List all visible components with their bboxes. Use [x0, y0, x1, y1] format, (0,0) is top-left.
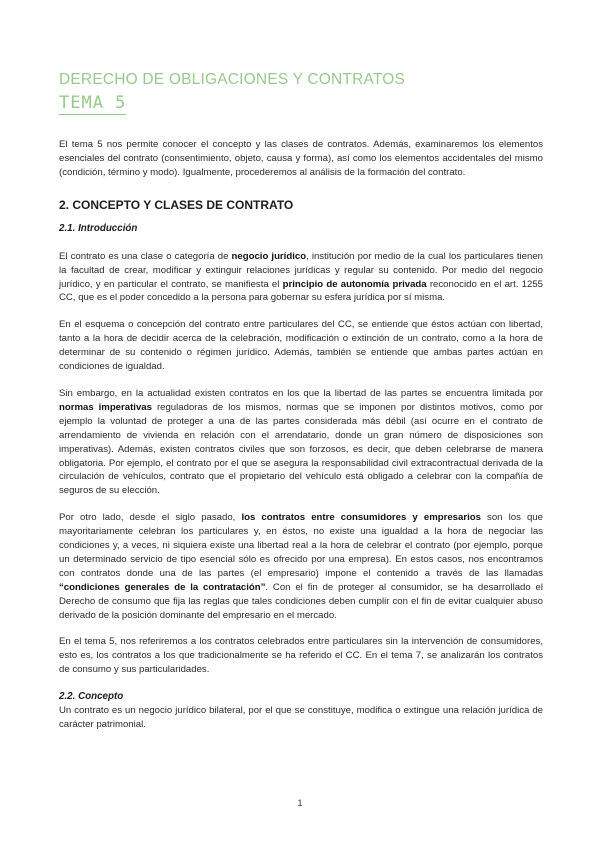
intro-paragraph: El tema 5 nos permite conocer el concepto y las clases de contratos. Además, examinaremos los elementos esenciales del contrato (consentimiento, objeto, causa y forma), así como los elementos accidentales del mismo (condición, término y modo). Igualmente, procederemos al análisis de la formación del contrato. — [59, 139, 543, 178]
text-run: Por otro lado, desde el siglo pasado, — [59, 512, 242, 524]
bold-term-autonomia-privada: principio de autonomía privada — [282, 278, 427, 290]
bold-term-normas-imperativas: normas imperativas — [59, 401, 152, 413]
bold-term-condiciones-generales: “condiciones generales de la contratación” — [59, 581, 266, 593]
document-title: DERECHO DE OBLIGACIONES Y CONTRATOS — [59, 71, 406, 88]
text-run: , institución por medio de la cual los particulares tienen la facultad de crear, modificar y extinguir relaciones jurídicas y regular su contenido. Por medio del negocio jurídico, y en particular el contrato, se manifiesta el — [59, 250, 544, 290]
text-run: Sin embargo, en la actualidad existen contratos en los que la libertad de las partes se encuentra limitada por — [59, 387, 543, 399]
section-heading-concepto-clases: 2. CONCEPTO Y CLASES DE CONTRATO — [59, 197, 294, 212]
paragraph-normas-imperativas — [59, 387, 543, 498]
paragraph-tema-5-tema-7: En el tema 5, nos referiremos a los contratos celebrados entre particulares sin la intervención de consumidores, esto es, los contratos a los que tradicionalmente se ha referido el CC. En el tema 7, se analizarán los contratos de consumo y sus particularidades. — [59, 636, 543, 676]
subsection-heading-introduccion: 2.1. Introducción — [59, 222, 138, 234]
bold-term-consumidores-empresarios: los contratos entre consumidores y empresarios — [241, 512, 481, 524]
tema-label: TEMA 5 — [59, 93, 127, 113]
page-number: 1 — [297, 798, 303, 808]
text-run: reguladoras de los mismos, normas que se imponen por distintos motivos, como por ejemplo la voluntad de proteger a una de las partes considerada más débil (así ocurre en el contrato de arrendamiento de vivienda en relación con el arrendatario, donde un gran número de disposiciones son imperativas). Además, existen contratos civiles que son forzosos, es decir, que deben celebrarse de manera obligatoria. Por ejemplo, el contrato por el que se asegura la responsabilidad civil extracontractual derivada de la circulación de vehículos, contrato que el propietario del vehículo está obligado a celebrar con la compañía de seguros de su elección. — [59, 401, 543, 497]
paragraph-definicion-contrato: Un contrato es un negocio jurídico bilateral, por el que se constituye, modifica o extingue una relación jurídica de carácter patrimonial. — [59, 705, 543, 731]
paragraph-consumidores-empresarios — [59, 511, 543, 622]
text-run: son los que mayoritariamente celebran los particulares y, en éstos, no existe una igualdad a la hora de negociar las condiciones y, a veces, ni siquiera existe una libertad real a la hora de celebrar el contrato (por ejemplo, porque un determinado servicio de tipo esencial sólo es ofrecido por una empresa). En estos casos, nos encontramos con contratos donde una de las partes (el empresario) impone el contenido a través de las llamadas — [59, 512, 543, 579]
subsection-heading-concepto: 2.2. Concepto — [59, 691, 124, 703]
text-run: . Con el fin de proteger al consumidor, se ha desarrollado el Derecho de consumo que fija las reglas que tales condiciones deben cumplir con el fin de evitar cualquier abuso derivado de la posición dominante del empresario en el mercado. — [59, 581, 543, 621]
paragraph-esquema-contrato: En el esquema o concepción del contrato entre particulares del CC, se entiende que éstos actúan con libertad, tanto a la hora de decidir acerca de la celebración, modificación o extinción de un contrato, como a la hora de determinar de su contenido o régimen jurídico. Además, también se entiende que ambas partes actúan en condiciones de igualdad. — [59, 319, 543, 373]
text-run: El contrato es una clase o categoría de — [59, 250, 232, 262]
paragraph-negocio-juridico — [59, 250, 543, 306]
text-run: reconocido en el art. 1255 CC, que es el poder concedido a la persona para gobernar su esfera jurídica por sí misma. — [59, 278, 543, 304]
bold-term-negocio-juridico: negocio jurídico — [231, 250, 307, 262]
